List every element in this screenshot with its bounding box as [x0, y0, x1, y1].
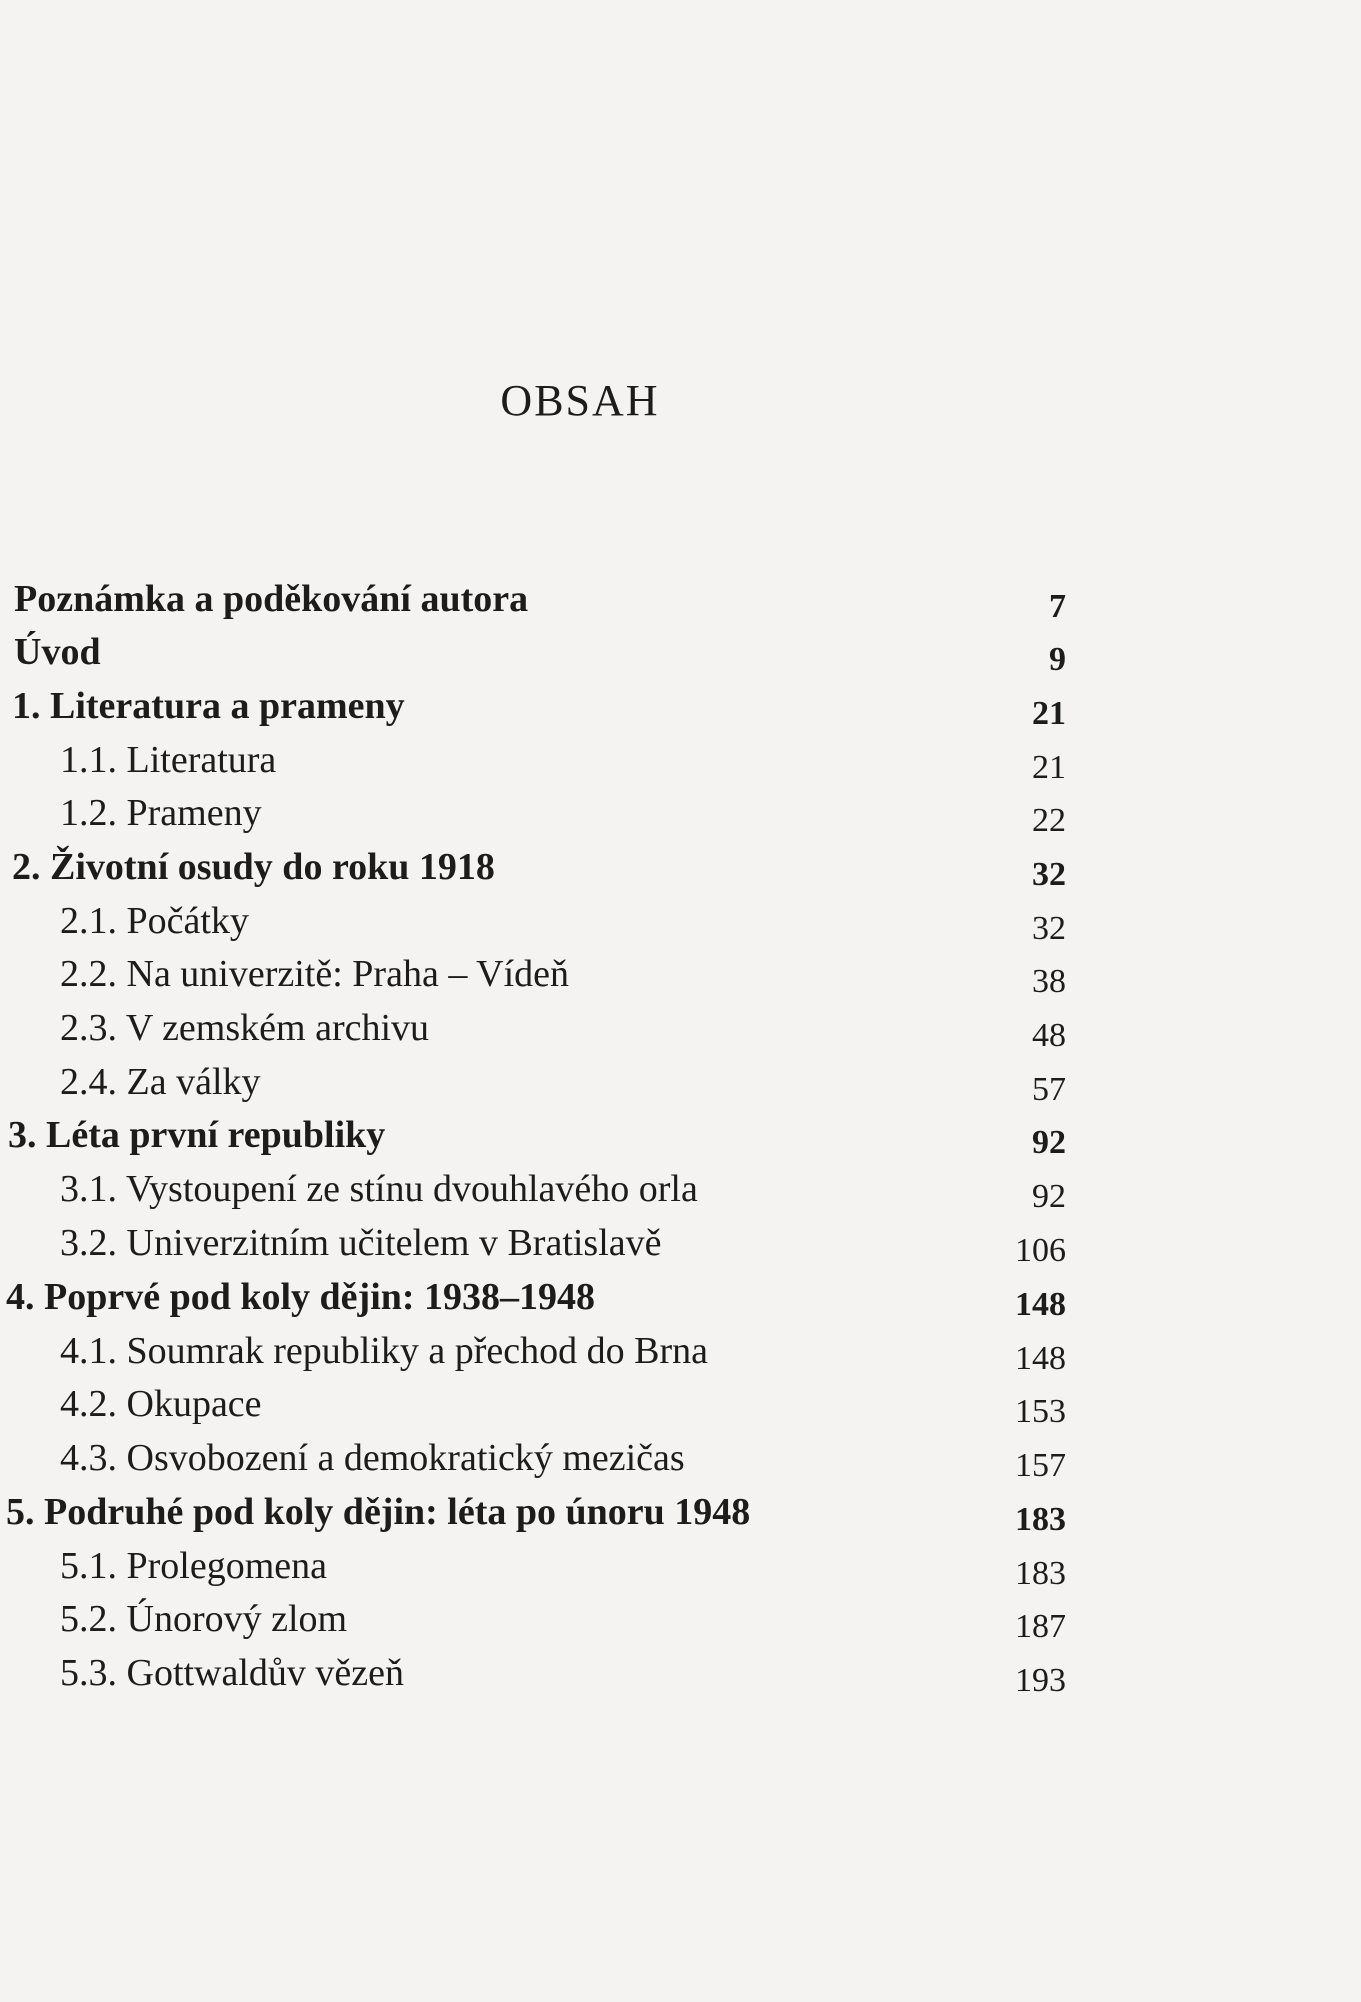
- toc-entry-title: 1. Literatura a prameny: [12, 685, 405, 727]
- toc-entry-title: 5.2. Únorový zlom: [60, 1598, 348, 1640]
- toc-section-row: [0, 1646, 1361, 1700]
- toc-page-number: 21: [1032, 695, 1066, 732]
- toc-entry-title: 1.1. Literatura: [60, 739, 277, 781]
- toc-entry-title: 2.4. Za války: [60, 1061, 261, 1103]
- toc-page-number: 32: [1032, 856, 1066, 893]
- toc-chapter-row: [0, 1108, 1361, 1162]
- toc-chapter-row: [0, 1270, 1361, 1324]
- toc-entry-title: 1.2. Prameny: [60, 792, 262, 834]
- toc-page-number: 92: [1032, 1178, 1066, 1215]
- toc-entry-title: Poznámka a poděkování autora: [14, 578, 529, 620]
- toc-section-row: [0, 894, 1361, 948]
- toc-chapter-row: [0, 1485, 1361, 1539]
- toc-page-number: 148: [1015, 1286, 1066, 1323]
- toc-page-number: 187: [1015, 1608, 1066, 1645]
- toc-entry-title: 4.1. Soumrak republiky a přechod do Brna: [60, 1330, 708, 1372]
- toc-page-number: 157: [1015, 1447, 1066, 1484]
- toc-entry-title: 5. Podruhé pod koly dějin: léta po únoru 1948: [6, 1491, 751, 1533]
- toc-page-number: 7: [1049, 588, 1066, 625]
- toc-page-number: 22: [1032, 802, 1066, 839]
- toc-section-row: [0, 947, 1361, 1001]
- toc-page-number: 183: [1015, 1501, 1066, 1538]
- toc-entry-title: 5.3. Gottwaldův vězeň: [60, 1652, 405, 1694]
- toc-entry-title: 3.1. Vystoupení ze stínu dvouhlavého orla: [60, 1168, 698, 1210]
- toc-section-row: [0, 1539, 1361, 1593]
- toc-page-number: 148: [1015, 1340, 1066, 1377]
- toc-entry-title: 3.2. Univerzitním učitelem v Bratislavě: [60, 1222, 662, 1264]
- toc-entry-title: 2. Životní osudy do roku 1918: [12, 846, 495, 888]
- toc-chapter-row: [0, 679, 1361, 733]
- toc-page-number: 106: [1015, 1232, 1066, 1269]
- toc-section-row: [0, 1592, 1361, 1646]
- toc-page-number: 9: [1049, 641, 1066, 678]
- toc-section-row: [0, 786, 1361, 840]
- toc-section-row: [0, 1162, 1361, 1216]
- toc-chapter-row: [0, 840, 1361, 894]
- toc-chapter-row: [0, 572, 1361, 626]
- toc-page-number: 48: [1032, 1017, 1066, 1054]
- toc-section-row: [0, 1431, 1361, 1485]
- toc-section-row: [0, 1324, 1361, 1378]
- toc-page-number: 183: [1015, 1555, 1066, 1592]
- toc-entry-title: 5.1. Prolegomena: [60, 1545, 328, 1587]
- toc-entry-title: 3. Léta první republiky: [8, 1114, 386, 1156]
- toc-page-number: 57: [1032, 1071, 1066, 1108]
- toc-entry-title: 2.3. V zemském archivu: [60, 1007, 430, 1049]
- toc-entry-title: Úvod: [14, 631, 101, 673]
- toc-section-row: [0, 1001, 1361, 1055]
- toc-page-number: 92: [1032, 1124, 1066, 1161]
- toc-entry-title: 4.2. Okupace: [60, 1383, 262, 1425]
- toc-chapter-row: [0, 625, 1361, 679]
- toc-page-number: 153: [1015, 1393, 1066, 1430]
- toc-section-row: [0, 733, 1361, 787]
- toc-section-row: [0, 1055, 1361, 1109]
- toc-page-number: 21: [1032, 749, 1066, 786]
- toc-page-number: 32: [1032, 910, 1066, 947]
- toc-page-number: 193: [1015, 1662, 1066, 1699]
- page-title: OBSAH: [500, 376, 660, 426]
- toc-entry-title: 2.2. Na univerzitě: Praha – Vídeň: [60, 953, 569, 995]
- toc-entry-title: 2.1. Počátky: [60, 900, 249, 942]
- toc-entry-title: 4. Poprvé pod koly dějin: 1938–1948: [6, 1276, 596, 1318]
- toc-section-row: [0, 1216, 1361, 1270]
- toc-section-row: [0, 1377, 1361, 1431]
- toc-entry-title: 4.3. Osvobození a demokratický mezičas: [60, 1437, 685, 1479]
- toc-page-number: 38: [1032, 963, 1066, 1000]
